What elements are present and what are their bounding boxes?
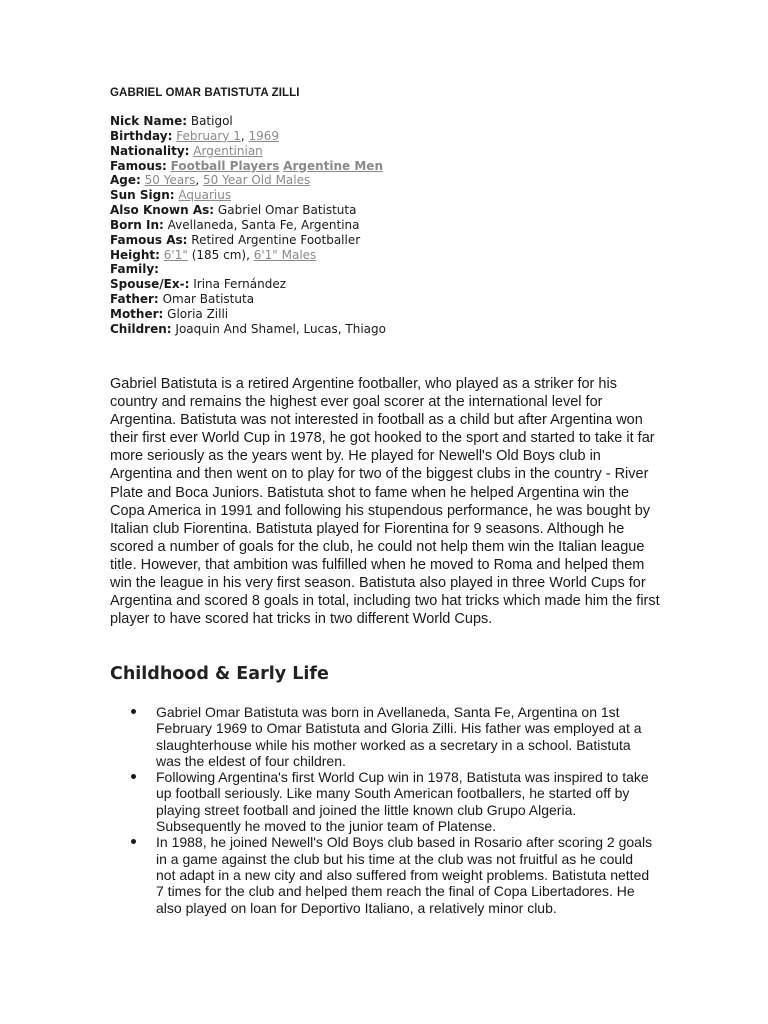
fact-value: Omar Batistuta bbox=[162, 292, 255, 307]
fact-height bbox=[110, 248, 670, 263]
fact-value: Gabriel Omar Batistuta bbox=[217, 203, 357, 218]
fact-label: Born In: bbox=[110, 217, 164, 232]
fact-born-in bbox=[110, 218, 670, 233]
fact-label: Nick Name: bbox=[110, 114, 188, 128]
separator: , bbox=[195, 173, 204, 188]
fact-nationality bbox=[110, 144, 670, 159]
document-title: GABRIEL OMAR BATISTUTA ZILLI bbox=[110, 87, 300, 99]
fact-label: Father: bbox=[110, 292, 159, 307]
fact-nick-name bbox=[110, 114, 670, 129]
section-heading: Childhood & Early Life bbox=[110, 664, 329, 684]
list-item-text: Following Argentina's first World Cup win in 1978, Batistuta was inspired to take up football seriously. Like many South American footballers, he started off by playing street football and joined the little known club Grupo Algeria. Subsequently he moved to the junior team of Platense. bbox=[156, 769, 649, 835]
fact-spouse bbox=[110, 277, 670, 292]
fact-label: Famous As: bbox=[110, 232, 188, 247]
fact-label: Also Known As: bbox=[110, 203, 215, 218]
football-players-link[interactable]: Football Players bbox=[170, 158, 280, 173]
fact-age bbox=[110, 173, 670, 188]
fact-label: Children: bbox=[110, 321, 172, 336]
sun-sign-link[interactable]: Aquarius bbox=[178, 188, 232, 203]
childhood-bullet-list bbox=[156, 704, 656, 916]
bullet-icon bbox=[131, 774, 136, 779]
fact-value: Joaquin And Shamel, Lucas, Thiago bbox=[175, 321, 386, 336]
fact-also-known-as bbox=[110, 203, 670, 218]
bullet-icon bbox=[131, 839, 136, 844]
fact-value: Gloria Zilli bbox=[167, 306, 229, 321]
age-years-link[interactable]: 50 Years bbox=[144, 173, 196, 188]
age-males-link[interactable]: 50 Year Old Males bbox=[203, 173, 311, 188]
birth-year-link[interactable]: 1969 bbox=[248, 128, 280, 143]
birthday-date-link[interactable]: February 1 bbox=[176, 128, 241, 143]
fact-label: Mother: bbox=[110, 306, 164, 321]
fact-label: Famous: bbox=[110, 158, 167, 173]
fact-mother bbox=[110, 307, 670, 322]
fact-label: Family: bbox=[110, 262, 159, 277]
fact-value: Retired Argentine Footballer bbox=[191, 232, 361, 247]
fact-label: Sun Sign: bbox=[110, 188, 175, 203]
fact-value: Batigol bbox=[190, 114, 233, 128]
fact-birthday bbox=[110, 129, 670, 144]
height-link[interactable]: 6'1" bbox=[163, 247, 188, 262]
fact-label: Nationality: bbox=[110, 143, 190, 158]
fact-sun-sign bbox=[110, 188, 670, 203]
list-item bbox=[156, 834, 656, 915]
separator: , bbox=[240, 128, 249, 143]
list-item bbox=[156, 704, 656, 769]
facts-list bbox=[110, 114, 670, 337]
fact-label: Birthday: bbox=[110, 128, 173, 143]
fact-value: Avellaneda, Santa Fe, Argentina bbox=[167, 217, 360, 232]
argentine-men-link[interactable]: Argentine Men bbox=[283, 158, 383, 173]
fact-famous bbox=[110, 159, 670, 174]
fact-label: Height: bbox=[110, 247, 160, 262]
nationality-link[interactable]: Argentinian bbox=[193, 143, 263, 158]
fact-famous-as bbox=[110, 233, 670, 248]
fact-family bbox=[110, 262, 670, 277]
fact-father bbox=[110, 292, 670, 307]
list-item-text: In 1988, he joined Newell's Old Boys club based in Rosario after scoring 2 goals in a game against the club but his time at the club was not fruitful as he could not adapt in a new city and also suffered from weight problems. Batistuta netted 7 times for the club and helped them reach the final of Copa Libertadores. He also played on loan for Deportivo Italiano, a relatively minor club. bbox=[156, 834, 653, 916]
list-item bbox=[156, 769, 656, 834]
fact-children bbox=[110, 322, 670, 337]
fact-label: Spouse/Ex-: bbox=[110, 277, 190, 292]
bullet-icon bbox=[131, 709, 136, 714]
height-cm: (185 cm), bbox=[187, 247, 254, 262]
height-males-link[interactable]: 6'1" Males bbox=[253, 247, 317, 262]
fact-label: Age: bbox=[110, 173, 141, 188]
intro-paragraph: Gabriel Batistuta is a retired Argentine footballer, who played as a striker for his country and remains the highest ever goal scorer at the international level for Argentina. Batistuta was not interested in football as a child but after Argentina won their first ever World Cup in 1978, he got hooked to the sport and started to take it far more seriously as the years went by. He played for Newell's Old Boys club in Argentina and then went on to play for two of the biggest clubs in the country - River Plate and Boca Juniors. Batistuta shot to fame when he helped Argentina win the Copa America in 1991 and following his stupendous performance, he was bought by Italian club Fiorentina. Batistuta played for Fiorentina for 9 seasons. Although he scored a number of goals for the club, he could not help them win the Italian league title. However, that ambition was fulfilled when he moved to Roma and helped them win the league in his very first season. Batistuta also played in three World Cups for Argentina and scored 8 goals in total, including two hat tricks which made him the first player to have scored hat tricks in two different World Cups. bbox=[110, 376, 660, 628]
fact-value: Irina Fernández bbox=[193, 277, 287, 292]
list-item-text: Gabriel Omar Batistuta was born in Avellaneda, Santa Fe, Argentina on 1st February 1969 to Omar Batistuta and Gloria Zilli. His father was employed at a slaughterhouse while his mother worked as a secretary in a school. Batistuta was the eldest of four children. bbox=[156, 704, 642, 769]
